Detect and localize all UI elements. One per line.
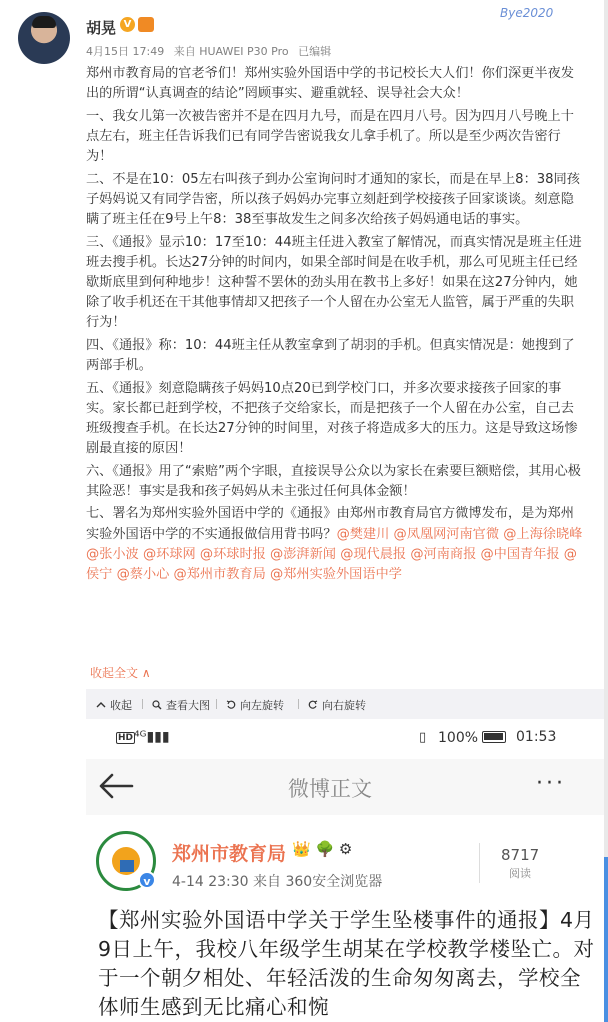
- toolbar-divider: [298, 699, 299, 709]
- rotate-left-icon: [226, 700, 236, 710]
- mention-link[interactable]: @环球网: [142, 546, 196, 562]
- mention-link[interactable]: @澎湃新闻: [270, 546, 336, 562]
- vibrate-icon: ▯: [419, 730, 427, 745]
- battery-indicator: [438, 730, 506, 746]
- username[interactable]: 胡晃: [86, 19, 117, 37]
- toolbar-divider: [216, 699, 217, 709]
- article-text: 【郑州实验外国语中学关于学生坠楼事件的通报】4月9日上午，我校八年级学生胡某在学校教学楼坠亡。对于一个朝夕相处、年轻活泼的生命匆匆离去，学校全体师生感到无比痛心和惋: [98, 908, 595, 1019]
- view-large-button[interactable]: [152, 697, 210, 713]
- paragraph-5: 五、《通报》刻意隐瞒孩子妈妈10点20已到学校门口，并多次要求接孩子回家的事实。家长都已赶到学校，不把孩子交给家长，而是把孩子一个人留在办公室，自己去班级搜查手机。在长达27分钟的时间里，对孩子将造成多大的压力。这是导致这场惨剧最直接的原因！: [86, 380, 578, 457]
- rotate-right-button-label: 向右旋转: [322, 699, 366, 712]
- blue-verified-icon: v: [138, 871, 156, 889]
- mention-link[interactable]: @凤凰网河南官微: [393, 526, 500, 542]
- verified-badge-icon: V: [120, 17, 135, 32]
- mention-link[interactable]: @樊建川: [336, 526, 390, 542]
- nav-title: 微博正文: [288, 777, 372, 801]
- divider: [479, 843, 480, 883]
- decoration-card: Bye2020: [500, 6, 554, 20]
- mention-link[interactable]: @环球时报: [199, 546, 266, 562]
- account-name[interactable]: 郑州市教育局: [172, 843, 287, 865]
- paragraph-7-text: 七、署名为郑州实验外国语中学的《通报》由郑州市教育局官方微博发布，是为郑州实验外国语中学的不实通报做信用背书吗？: [86, 506, 574, 542]
- paragraph-3: 三、《通报》显示10：17至10：44班主任进入教室了解情况，而真实情况是班主任进班去搜手机。长达27分钟的时间内，如果全部时间是在收手机，那么可见班主任已经歇斯底里到何种地步！这种誓不罢休的劲头用在教书上多好！如果在这27分钟内，她除了收手机还在干其他事情却又把孩子一个人留在办公室无人监管，属于严重的失职行为！: [86, 234, 582, 331]
- status-time: 01:53: [516, 729, 557, 745]
- rotate-right-button[interactable]: [308, 697, 366, 713]
- mention-link[interactable]: @郑州市教育局: [173, 566, 266, 582]
- account-post-meta: 4-14 23:30 来自 360安全浏览器: [172, 874, 383, 890]
- post-source: 来自 HUAWEI P30 Pro: [173, 45, 289, 58]
- mention-link[interactable]: @侯宁: [86, 546, 577, 582]
- magnify-icon: [152, 700, 162, 710]
- collapse-icon: [96, 700, 106, 710]
- view-count-label: 阅读: [509, 867, 531, 880]
- view-count: 8717: [501, 846, 540, 864]
- mention-link[interactable]: @郑州实验外国语中学: [270, 566, 402, 582]
- post-timestamp[interactable]: 4月15日 17:49: [86, 45, 165, 58]
- mention-link[interactable]: @上海徐晓峰: [503, 526, 583, 542]
- paragraph-2: 二、不是在10：05左右叫孩子到办公室询问时才通知的家长，而是在早上8：38同孩子妈妈说又有同学告密，所以孩子妈妈办完事立刻赶到学校接孩子回家谈谈。刻意隐瞒了班主任在9号上午8：38至事故发生之间多次给孩子妈妈通电话的事实。: [86, 171, 580, 228]
- mention-link[interactable]: @张小波: [86, 546, 139, 562]
- paragraph-6: 六、《通报》用了“索赔”两个字眼，直接误导公众以为家长在索要巨额赔偿，其用心极其险恶！事实是我和孩子妈妈从未主张过任何具体金额！: [86, 463, 581, 499]
- battery-icon: [482, 731, 506, 743]
- embedded-screenshot: [86, 719, 606, 1022]
- user-avatar[interactable]: [18, 12, 70, 64]
- toolbar-divider: [142, 699, 143, 709]
- rotate-left-button[interactable]: [226, 697, 284, 713]
- back-arrow-icon[interactable]: [96, 770, 136, 802]
- account-badges-icon: 👑 🌳 ⚙: [292, 840, 353, 858]
- paragraph-1: 一、我女儿第一次被告密并不是在四月九号，而是在四月八号。因为四月八号晚上十点左右，班主任告诉我们已有同学告密说我女儿拿手机了。所以是至少两次告密行为！: [86, 108, 574, 165]
- image-toolbar: [86, 689, 606, 719]
- post-meta: [86, 43, 337, 59]
- paragraph-4: 四、《通报》称：10：44班主任从教室拿到了胡羽的手机。但真实情况是：她搜到了两部手机。: [86, 337, 575, 374]
- hd-indicator: HD: [118, 733, 134, 743]
- rotate-left-button-label: 向左旋转: [240, 699, 284, 712]
- battery-percent: 100%: [438, 730, 479, 746]
- collapse-button[interactable]: [96, 697, 132, 713]
- weibo-nav-bar: [86, 759, 606, 815]
- view-large-button-label: 查看大图: [166, 699, 210, 712]
- post-content: [86, 64, 586, 587]
- collapse-full-text-link[interactable]: 收起全文 ∧: [90, 666, 151, 680]
- quoted-weibo-card: [86, 815, 606, 1022]
- signal-icon: ⁴ᴳ▮▮▮: [134, 729, 170, 745]
- level-badge-icon: [138, 17, 154, 32]
- paragraph-intro: 郑州市教育局的官老爷们！郑州实验外国语中学的书记校长大人们！你们深更半夜发出的所谓“认真调查的结论”罔顾事实、避重就轻、误导社会大众！: [86, 66, 574, 102]
- mention-link[interactable]: @河南商报: [410, 546, 477, 562]
- mention-link[interactable]: @蔡小心: [116, 566, 170, 582]
- scrollbar-thumb[interactable]: [604, 857, 608, 1022]
- mention-link[interactable]: @现代晨报: [340, 546, 407, 562]
- mention-link[interactable]: @中国青年报: [480, 546, 560, 562]
- more-options-icon[interactable]: ···: [536, 771, 566, 796]
- collapse-button-label: 收起: [110, 699, 132, 712]
- paragraph-7: [86, 504, 586, 585]
- rotate-right-icon: [308, 700, 318, 710]
- edited-label[interactable]: 已编辑: [298, 45, 332, 58]
- phone-status-bar: [86, 719, 606, 759]
